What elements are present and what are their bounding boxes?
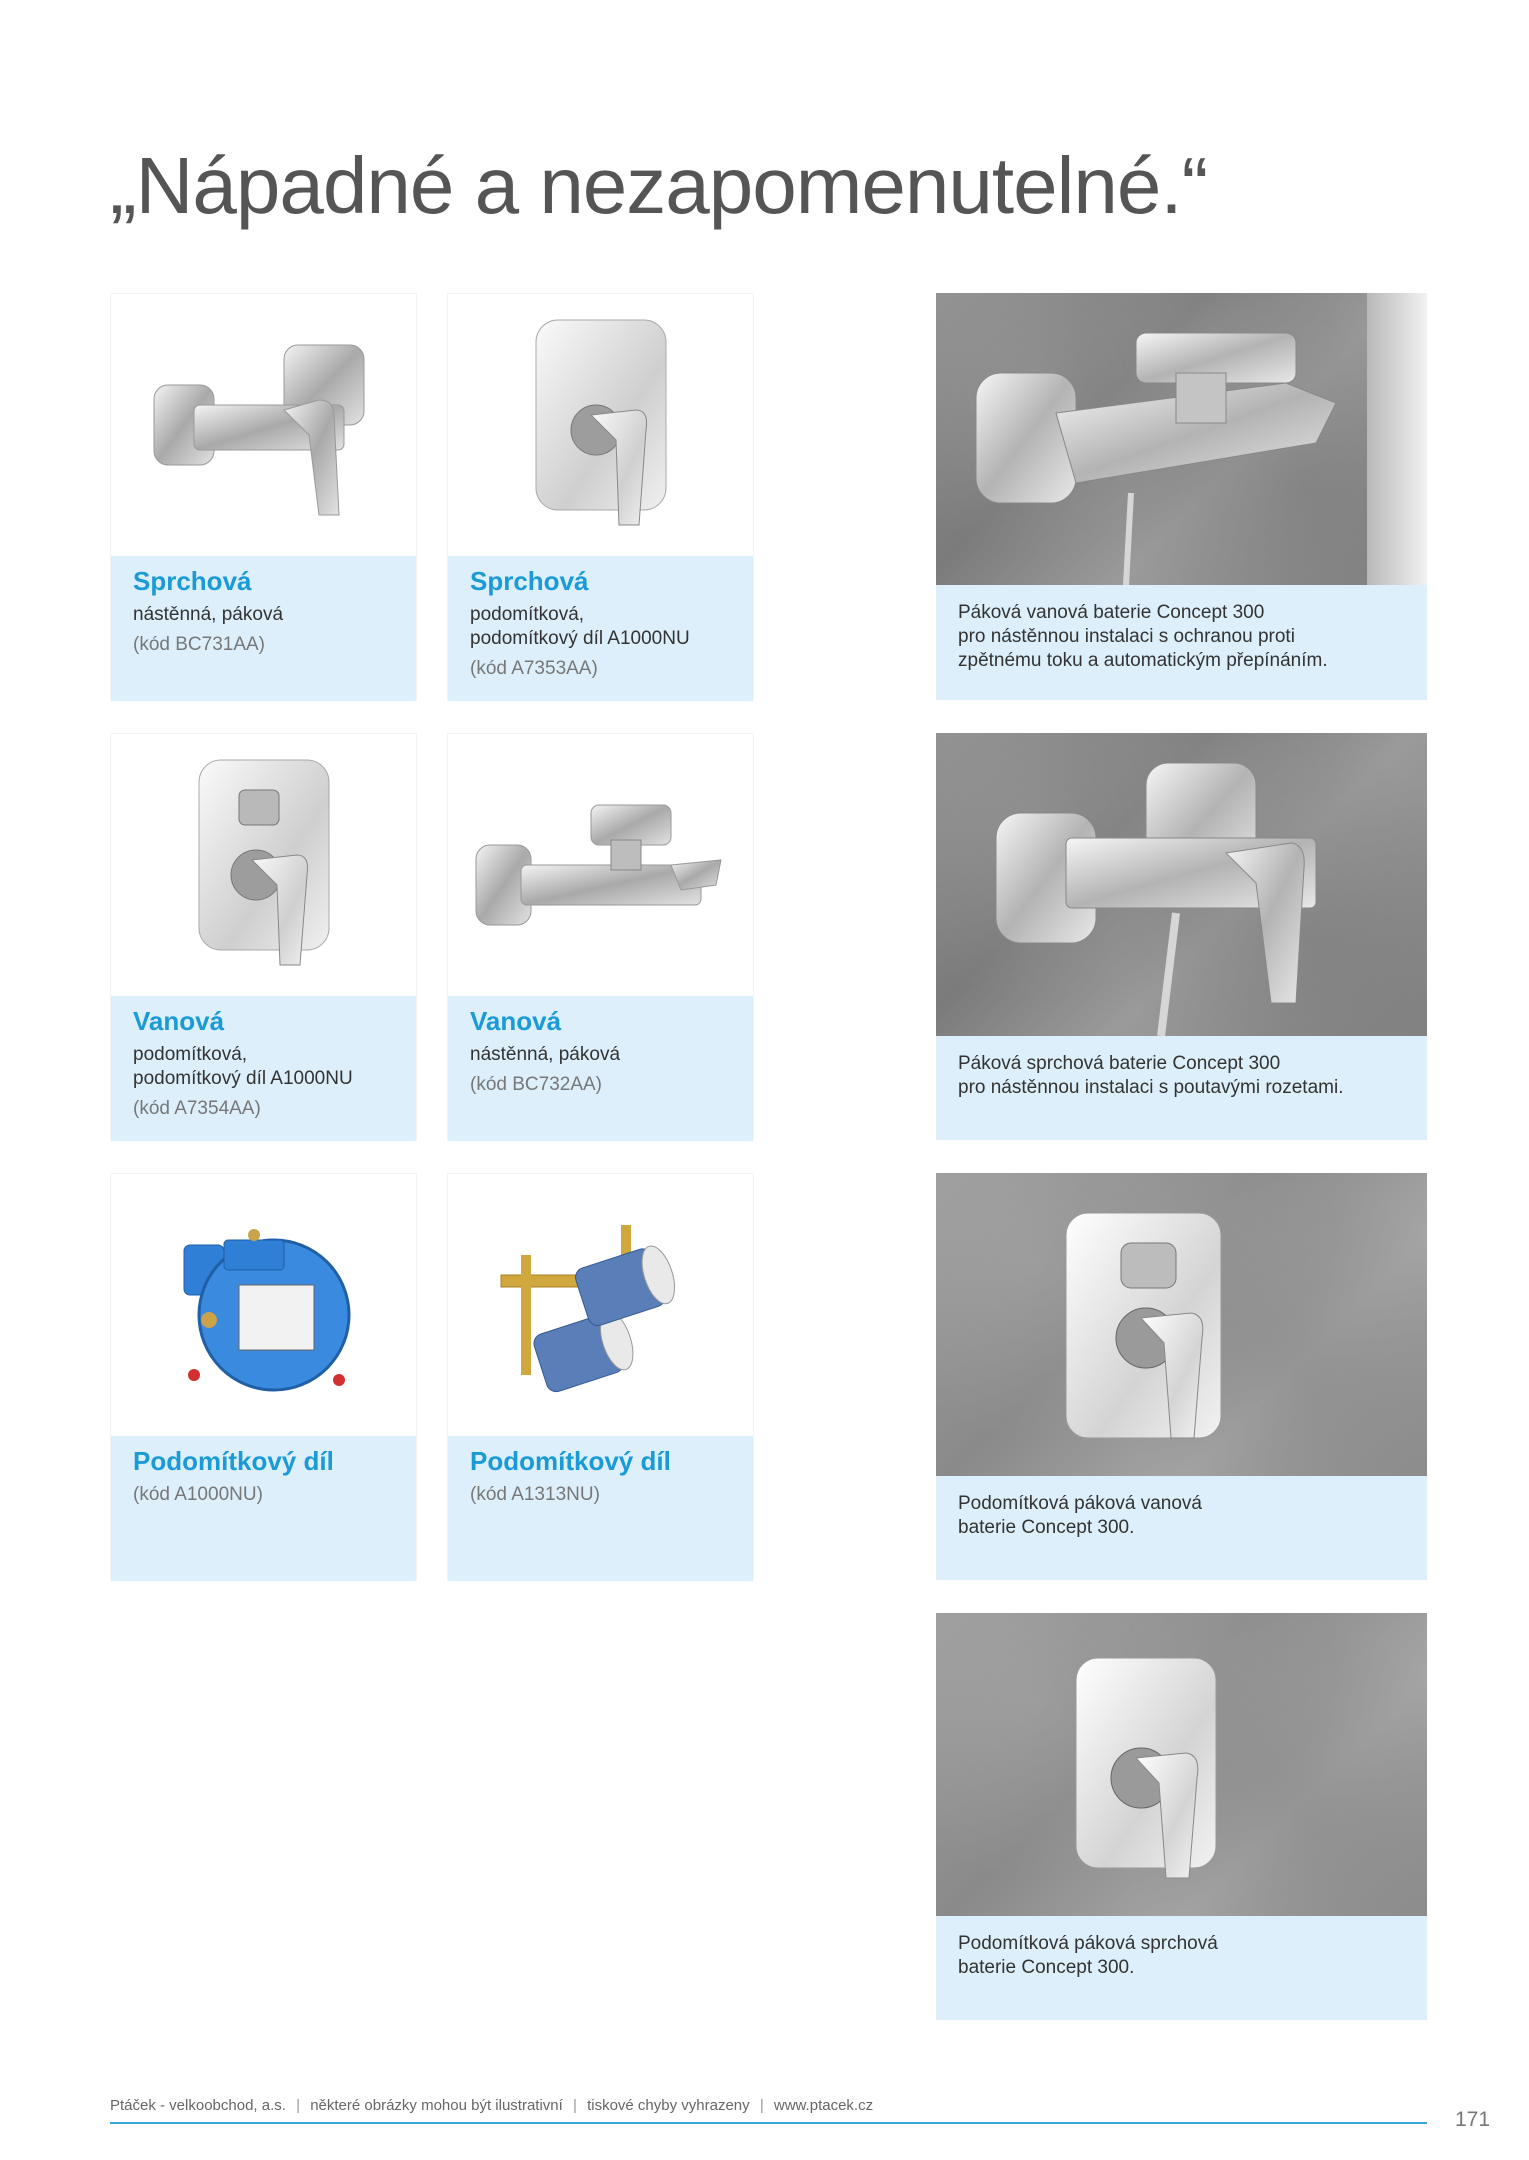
product-card-vanova-nastenna[interactable] xyxy=(447,733,754,1140)
footer-text xyxy=(110,2097,873,2114)
product-card-vanova-podomitkova[interactable] xyxy=(110,733,417,1140)
footer-separator: | xyxy=(759,2097,764,2114)
feature-bath-mixer[interactable] xyxy=(936,293,1427,700)
wall-bath-mixer-icon xyxy=(448,734,753,996)
product-code: (kód A7354AA) xyxy=(133,1098,261,1119)
product-name: Vanová xyxy=(470,1006,562,1036)
feature-concealed-bath[interactable] xyxy=(936,1173,1427,1580)
footer-separator: | xyxy=(572,2097,577,2114)
product-desc: podomítková, podomítkový díl A1000NU xyxy=(133,1044,353,1089)
feature-concealed-shower[interactable] xyxy=(936,1613,1427,2020)
concealed-wall-bracket-icon xyxy=(448,1174,753,1436)
product-desc: nástěnná, páková xyxy=(133,604,284,625)
footer-company: Ptáček - velkoobchod, a.s. xyxy=(110,2097,286,2114)
footer-separator: | xyxy=(296,2097,301,2114)
page-title: „Nápadné a nezapomenutelné.“ xyxy=(110,141,1208,230)
feature-caption: Páková sprchová baterie Concept 300 pro nástěnnou instalaci s poutavými rozetami. xyxy=(936,1036,1427,1140)
product-card-podomitkovy-dil-a1313nu[interactable] xyxy=(447,1173,754,1580)
footer-divider xyxy=(110,2122,1427,2124)
feature-caption: Podomítková páková vanová baterie Concept 300. xyxy=(936,1476,1427,1580)
wall-shower-mixer-icon xyxy=(111,294,416,556)
product-desc: podomítková, podomítkový díl A1000NU xyxy=(470,604,690,649)
footer-note-errors: tiskové chyby vyhrazeny xyxy=(587,2097,750,2114)
concealed-bath-mixer-icon xyxy=(111,734,416,996)
concealed-shower-photo-icon xyxy=(936,1613,1427,1916)
product-code: (kód A1313NU) xyxy=(470,1484,600,1505)
product-desc: nástěnná, páková xyxy=(470,1044,621,1065)
product-name: Podomítkový díl xyxy=(133,1446,334,1476)
bath-mixer-photo-icon xyxy=(936,293,1427,585)
product-code: (kód A1000NU) xyxy=(133,1484,263,1505)
product-name: Sprchová xyxy=(133,566,252,596)
product-code: (kód BC732AA) xyxy=(470,1074,603,1095)
product-code: (kód A7353AA) xyxy=(470,658,598,679)
product-code: (kód BC731AA) xyxy=(133,634,266,655)
product-name: Sprchová xyxy=(470,566,589,596)
product-name: Vanová xyxy=(133,1006,225,1036)
footer-note-illustrative: některé obrázky mohou být ilustrativní xyxy=(310,2097,563,2114)
product-card-sprchova-nastenna[interactable] xyxy=(110,293,417,700)
footer-website-link[interactable]: www.ptacek.cz xyxy=(773,2097,874,2114)
product-card-sprchova-podomitkova[interactable] xyxy=(447,293,754,700)
product-name: Podomítkový díl xyxy=(470,1446,671,1476)
concealed-body-unit-icon xyxy=(111,1174,416,1436)
shower-mixer-photo-icon xyxy=(936,733,1427,1036)
concealed-bath-photo-icon xyxy=(936,1173,1427,1476)
feature-caption: Podomítková páková sprchová baterie Concept 300. xyxy=(936,1916,1427,2020)
page-number: 171 xyxy=(1455,2108,1491,2131)
feature-shower-mixer[interactable] xyxy=(936,733,1427,1140)
product-card-podomitkovy-dil-a1000nu[interactable] xyxy=(110,1173,417,1580)
concealed-shower-mixer-icon xyxy=(448,294,753,556)
feature-caption: Páková vanová baterie Concept 300 pro nástěnnou instalaci s ochranou proti zpětnému toku a automatickým přepínáním. xyxy=(936,585,1427,700)
